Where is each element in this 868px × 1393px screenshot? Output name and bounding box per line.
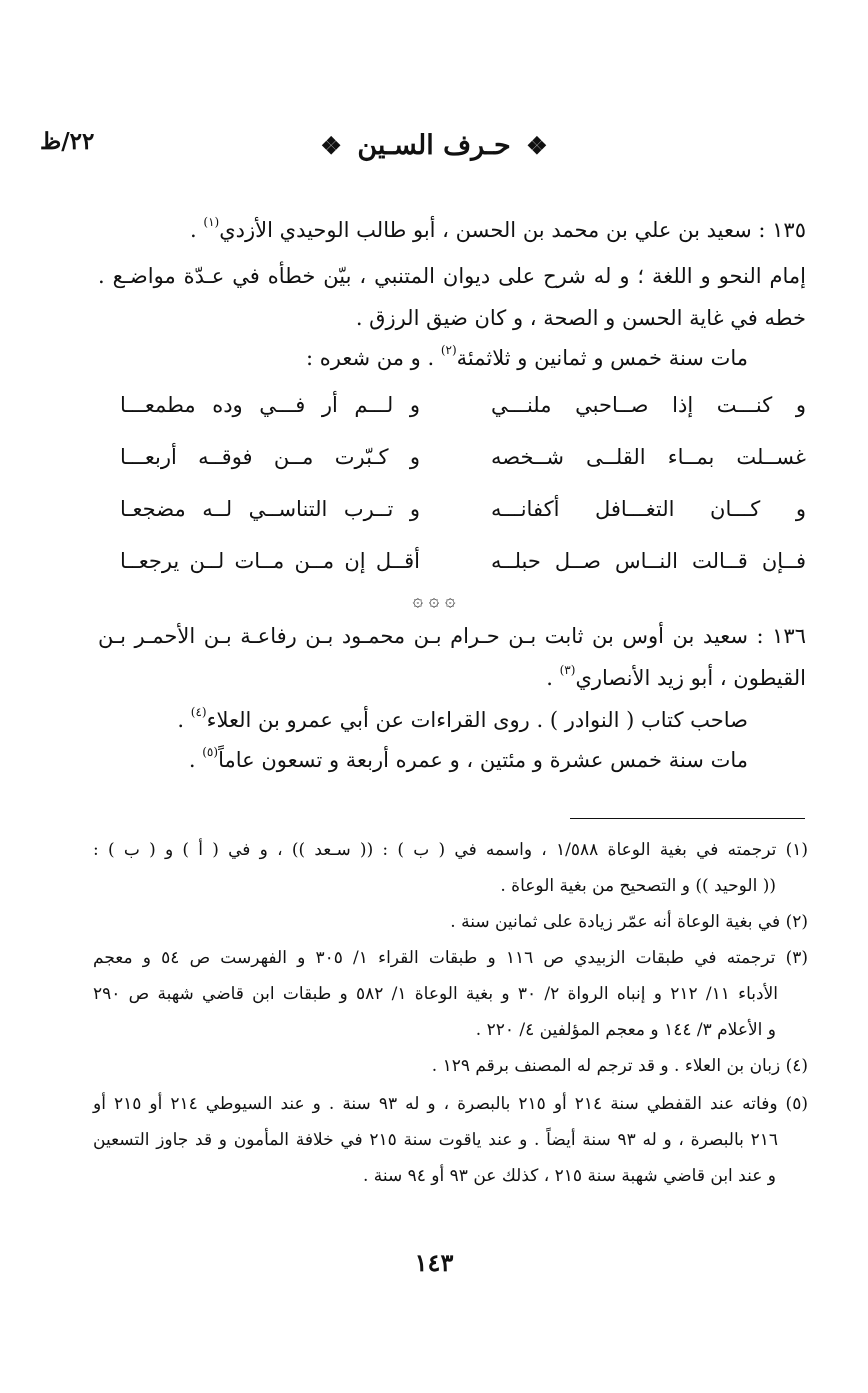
poem-hemistich-left: و لـــم أر فـــي وده مطمعـــا: [120, 393, 420, 417]
footnote-1-cont: (( الوحيد )) و التصحيح من بغية الوعاة .: [500, 876, 776, 896]
chapter-title: حـرف السـين: [357, 130, 511, 161]
entry-135-line: مات سنة خمس و ثمانين و ثلاثمئة$^{(٢)}$ . و من شعره :: [305, 343, 748, 370]
poem-hemistich-right: و كـــان التغـــافل أكفانـــه: [491, 497, 806, 521]
entry-135-line: إمام النحو و اللغة ؛ و له شرح على ديوان المتنبي ، بيّن خطأه في عـدّة مواضـع .: [98, 264, 806, 288]
footnote-5: (٥) وفاته عند القفطي سنة ٢١٤ أو ٢١٥ بالبصرة ، و له ٩٣ سنة . و عند السيوطي ٢١٤ أو ٢١٥ أو: [93, 1094, 808, 1114]
footnote-ref: (١): [203, 215, 220, 229]
ornament-icon: ❖: [526, 131, 548, 160]
footnote-ref: (٢): [440, 343, 457, 357]
footnote-1: (١) ترجمته في بغية الوعاة ١/٥٨٨ ، واسمه في ( ب ) : (( سـعد )) ، و في ( أ ) و ( ب ) :: [93, 840, 808, 860]
folio-mark: ٢٢/ظ: [40, 128, 95, 155]
poem-hemistich-right: و كنـــت إذا صــاحبي ملنـــي: [491, 393, 806, 417]
chapter-heading: [0, 130, 868, 161]
ornament-icon: ❖: [320, 131, 342, 160]
poem-hemistich-left: و تــرب التناســي لــه مضجعـا: [120, 497, 420, 521]
entry-136-line: القيطون ، أبو زيد الأنصاري$^{(٣)}$ .: [546, 663, 806, 690]
footnote-separator: [570, 818, 805, 819]
footnote-ref: (٥): [202, 745, 219, 759]
footnote-3: (٣) ترجمته في طبقات الزبيدي ص ١١٦ و طبقات القراء ١/ ٣٠٥ و الفهرست ص ٥٤ و معجم: [93, 948, 808, 968]
footnote-3-cont: الأدباء ١١/ ٢١٢ و إنباه الرواة ٢/ ٣٠ و بغية الوعاة ١/ ٥٨٢ و طبقات ابن قاضي شهبة ص ٢٩٠: [93, 984, 778, 1004]
poem-hemistich-left: و كـبّرت مــن فوقــه أربعـــا: [120, 445, 420, 469]
entry-135-heading: ١٣٥ : سعيد بن علي بن محمد بن الحسن ، أبو طالب الوحيدي الأزدي$^{(١)}$ .: [190, 215, 806, 242]
footnote-5-cont: و عند ابن قاضي شهبة سنة ٢١٥ ، كذلك عن ٩٣ أو ٩٤ سنة .: [362, 1166, 776, 1186]
footnote-3-cont: و الأعلام ٣/ ١٤٤ و معجم المؤلفين ٤/ ٢٢٠ .: [475, 1020, 776, 1040]
poem-hemistich-left: أقــل إن مــن مــات لــن يرجعــا: [120, 549, 420, 573]
section-divider: ۞ ۞ ۞: [412, 590, 456, 611]
footnote-ref: (٤): [190, 705, 207, 719]
page-number: ١٤٣: [414, 1248, 454, 1277]
entry-135-line: خطه في غاية الحسن و الصحة ، و كان ضيق الرزق .: [355, 306, 806, 330]
footnote-2: (٢) في بغية الوعاة أنه عمّر زيادة على ثمانين سنة .: [450, 912, 808, 932]
poem-hemistich-right: فــإن قــالت النــاس صــل حبلــه: [491, 549, 806, 573]
poem-hemistich-right: غســلت بمــاء القلــى شــخصه: [491, 445, 806, 469]
entry-136-line: صاحب كتاب ( النوادر ) . روى القراءات عن أبي عمرو بن العلاء$^{(٤)}$ .: [177, 705, 748, 732]
footnote-ref: (٣): [559, 663, 576, 677]
entry-136-line: مات سنة خمس عشرة و مئتين ، و عمره أربعة و تسعون عاماً$^{(٥)}$ .: [188, 745, 748, 772]
footnote-4: (٤) زبان بن العلاء . و قد ترجم له المصنف برقم ١٢٩ .: [431, 1056, 808, 1076]
entry-136-heading: ١٣٦ : سعيد بن أوس بن ثابت بـن حـرام بـن محمـود بـن رفاعـة بـن الأحمـر بـن: [98, 624, 806, 648]
footnote-5-cont: ٢١٦ بالبصرة ، و له ٩٣ سنة أيضاً . و عند ياقوت سنة ٢١٥ في خلافة المأمون و قد جاوز التسعين: [93, 1130, 779, 1150]
